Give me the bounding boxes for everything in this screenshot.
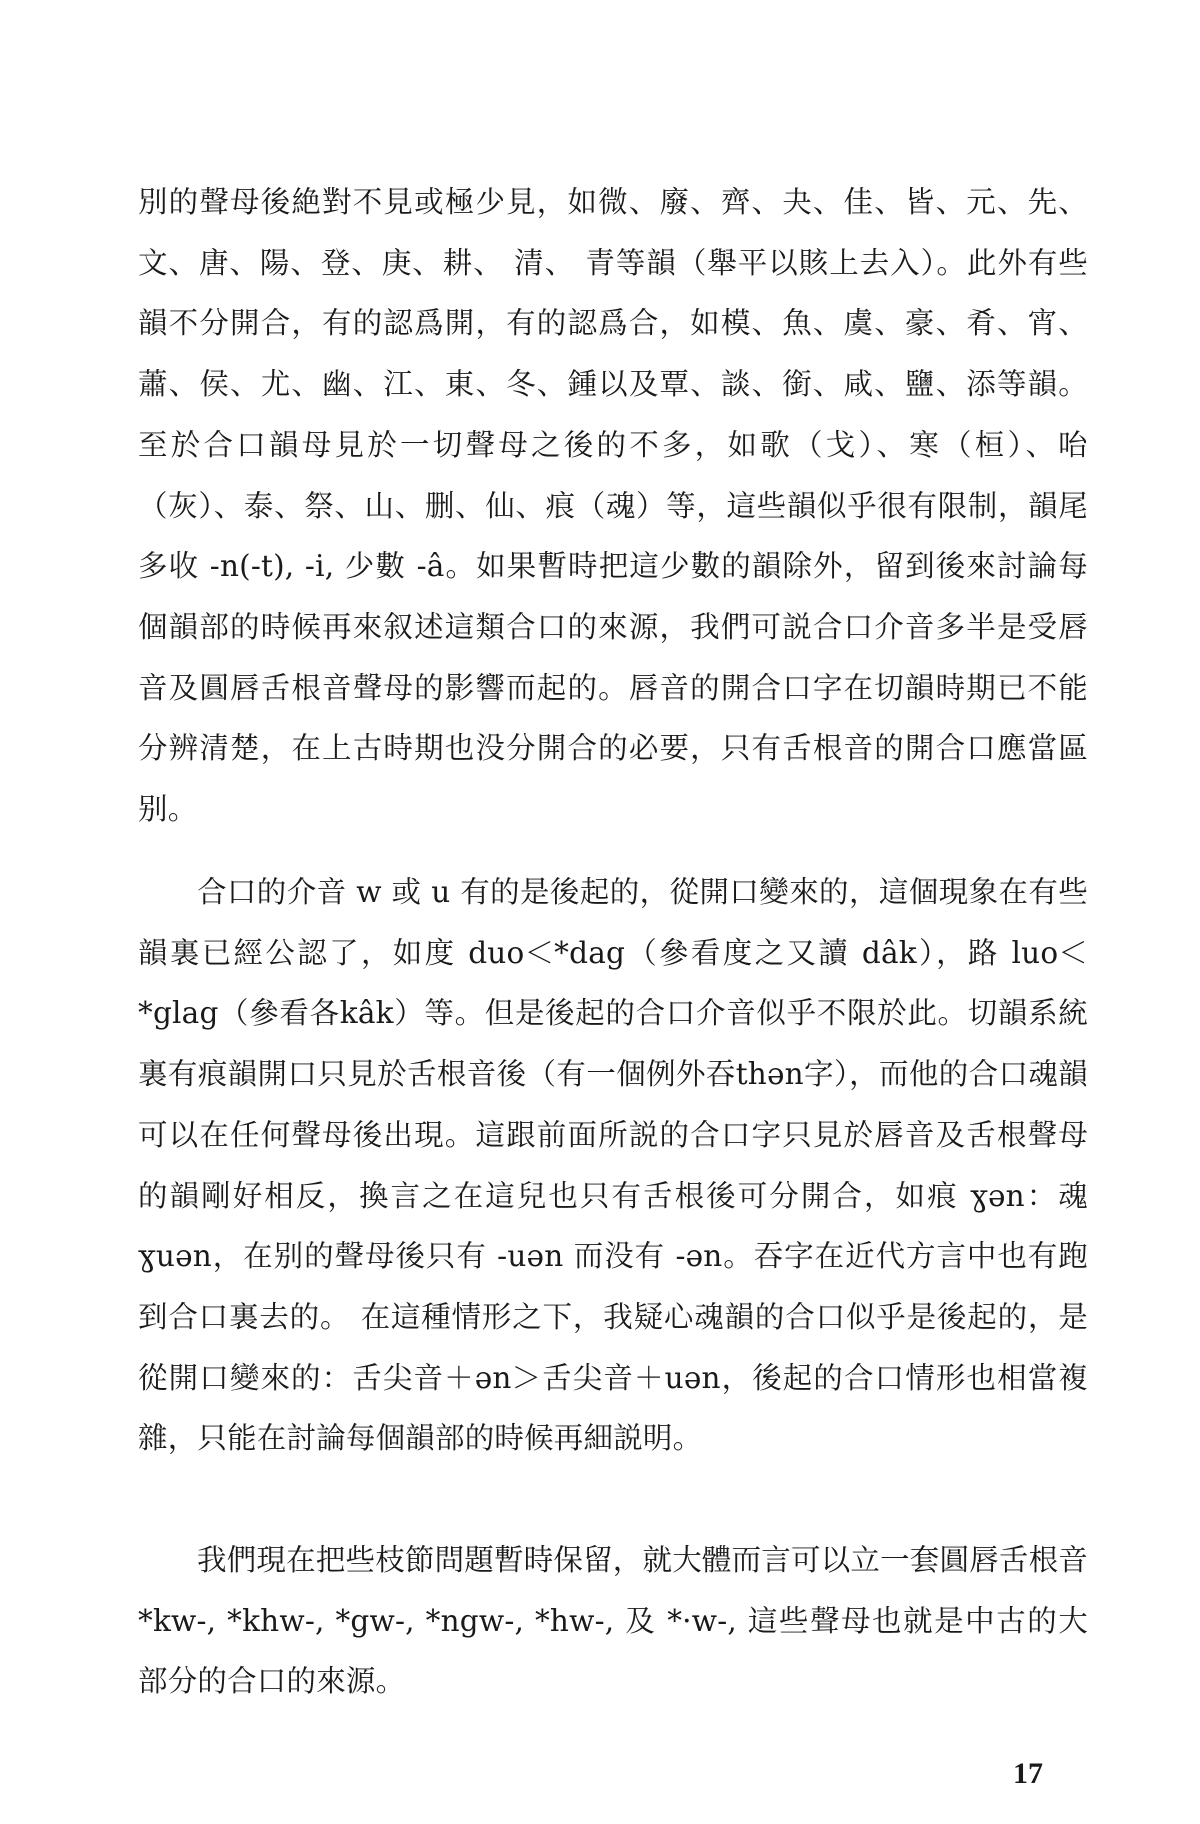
page-number: 17 — [1013, 1757, 1043, 1790]
paragraph-1: 別的聲母後絶對不見或極少見，如微、廢、齊、夬、佳、皆、元、先、文、唐、陽、登、庚、耕、 清、 青等韻（舉平以賅上去入）。此外有些韻不分開合，有的認爲開，有的認爲合，如模、魚、虞、豪、肴、宵、蕭、侯、尤、幽、江、東、冬、鍾以及覃、談、銜、咸、鹽、添等韻。至於合口韻母見於一切聲母之後的不多，如歌（戈）、寒（桓）、咍（灰）、泰、祭、山、删、仙、痕（魂）等，這些韻似乎很有限制，韻尾多收 -n(-t), -i, 少數 -â。如果暫時把這少數的韻除外，留到後來討論每個韻部的時候再來叙述這類合口的來源，我們可説合口介音多半是受唇音及圓唇舌根音聲母的影響而起的。唇音的開合口字在切韻時期已不能分辨清楚，在上古時期也没分開合的必要，只有舌根音的開合口應當區别。 — [138, 185, 1088, 827]
paragraph-3: 我們現在把些枝節問題暫時保留，就大體而言可以立一套圓唇舌根音 *kw-, *khw-, *gw-, *ngw-, *hw-, 及 *·w-, 這些聲母也就是中古的大部分的合口的來源。 — [138, 1543, 1089, 1699]
paragraph-2: 合口的介音 w 或 u 有的是後起的，從開口變來的，這個現象在有些韻裏已經公認了，如度 duo＜*dag（參看度之又讀 dâk），路 luo＜*glag（參看各kâk）等。但是後起的合口介音似乎不限於此。切韻系統裏有痕韻開口只見於舌根音後（有一個例外吞thən字），而他的合口魂韻可以在任何聲母後出現。這跟前面所説的合口字只見於唇音及舌根聲母的韻剛好相反，換言之在這兒也只有舌根後可分開合，如痕 ɣən：魂 ɣuən，在别的聲母後只有 -uən 而没有 -ən。吞字在近代方言中也有跑到合口裏去的。 在這種情形之下，我疑心魂韻的合口似乎是後起的，是從開口變來的：舌尖音＋ən＞舌尖音＋uən，後起的合口情形也相當複雜，只能在討論每個韻部的時候再細説明。 — [138, 875, 1088, 1456]
